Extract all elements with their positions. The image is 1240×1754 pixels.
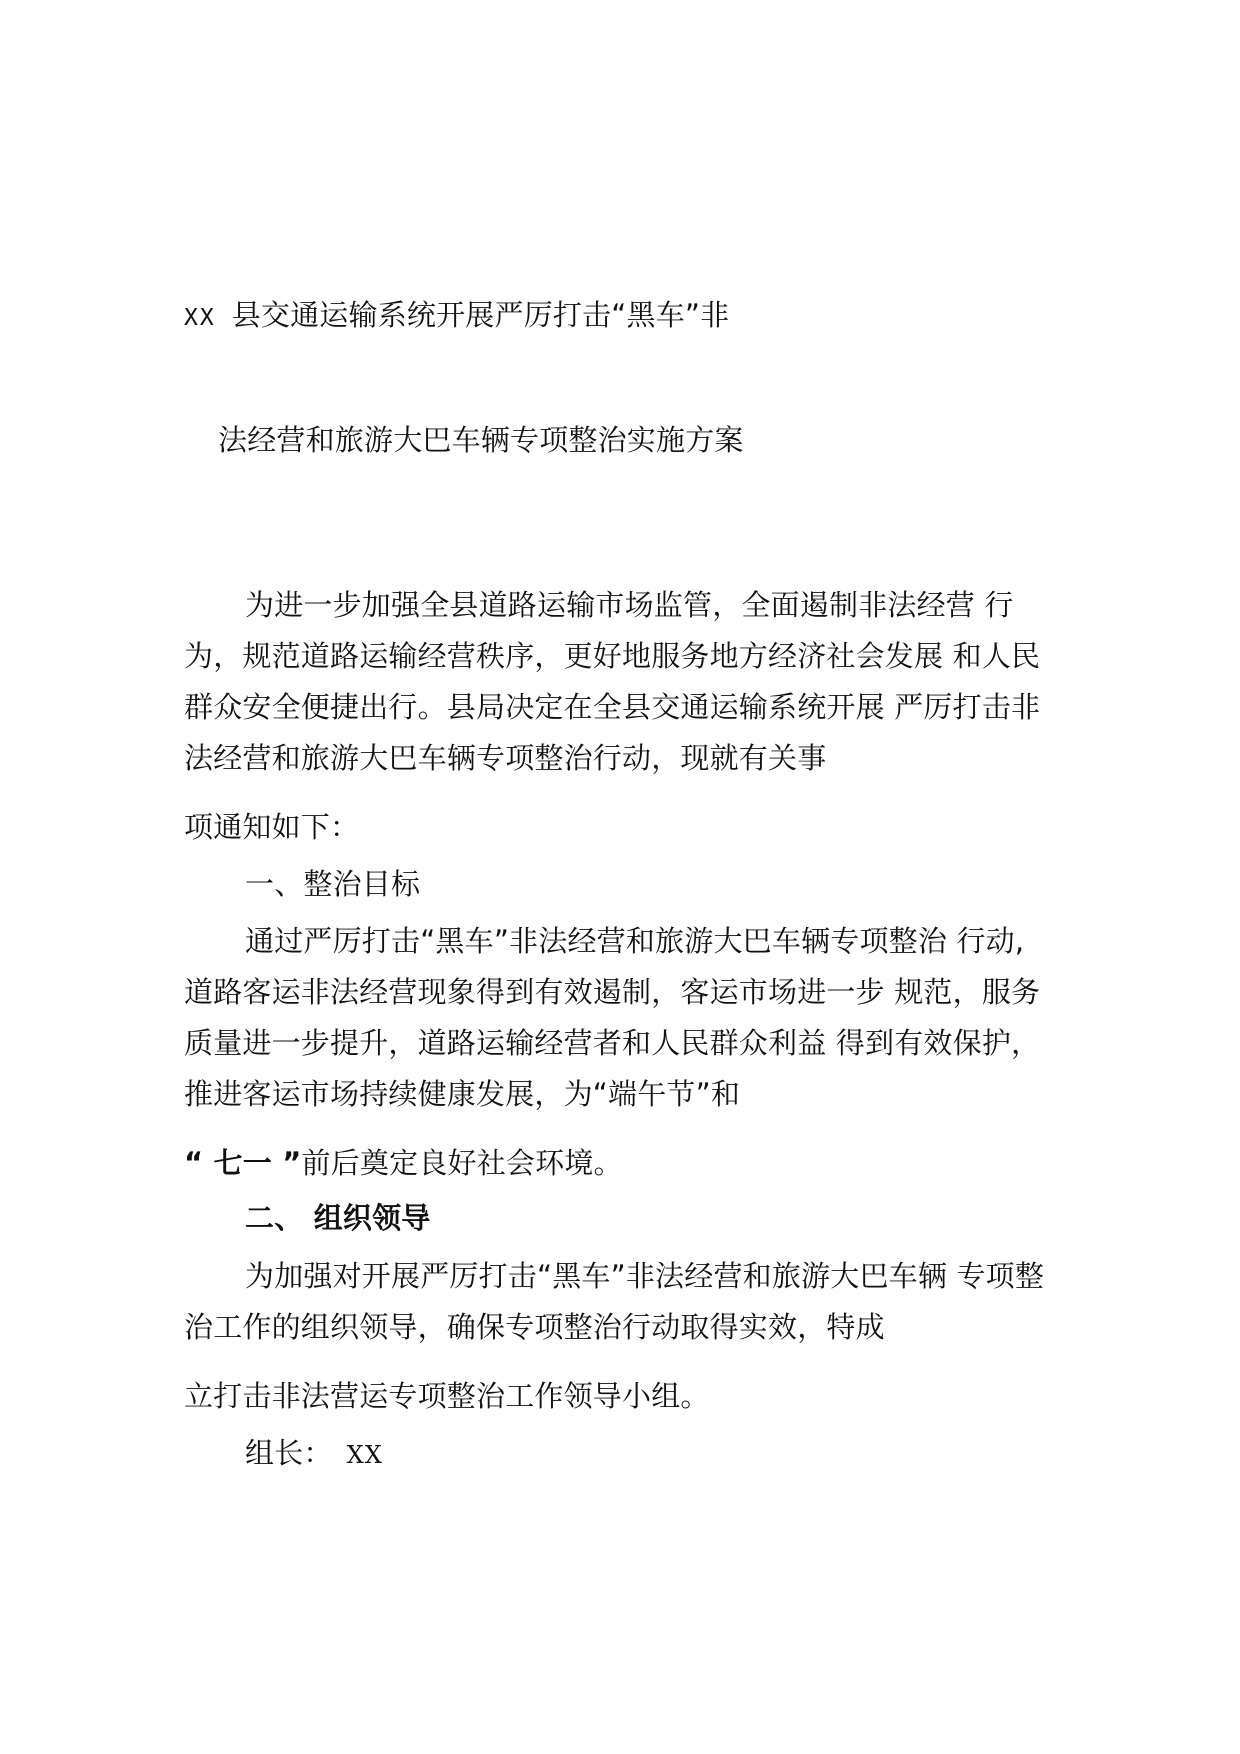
title-line-2: 法经营和旅游大巴车辆专项整治实施方案 [218, 423, 744, 457]
section-2-heading: 二、 组织领导 [245, 1201, 431, 1235]
section-2-line-1: 为加强对开展严厉打击“黑车”非法经营和旅游大巴车辆 专项整 [245, 1259, 1045, 1293]
intro-line-4: 法经营和旅游大巴车辆专项整治行动，现就有关事 [184, 741, 827, 775]
section-2-line-3: 立打击非法营运专项整治工作领导小组。 [184, 1379, 710, 1413]
intro-line-1: 为进一步加强全县道路运输市场监管，全面遏制非法经营 行 [245, 588, 1014, 622]
leader-label: 组长： [245, 1436, 333, 1470]
festival-name-qiyi: “ 七一 ” [184, 1146, 302, 1180]
leader-name-placeholder: XX [346, 1441, 383, 1469]
section-1-heading: 一、整治目标 [245, 867, 421, 901]
section-1-line-3: 质量进一步提升，道路运输经营者和人民群众利益 得到有效保护， [184, 1026, 1041, 1060]
section-1-line-1: 通过严厉打击“黑车”非法经营和旅游大巴车辆专项整治 行动, [245, 924, 1025, 958]
section-1-line-2: 道路客运非法经营现象得到有效遏制，客运市场进一步 规范，服务 [184, 975, 1041, 1009]
title-county-placeholder: XX [184, 305, 216, 331]
title-line-1 [184, 295, 729, 338]
section-2-line-2: 治工作的组织领导，确保专项整治行动取得实效，特成 [184, 1310, 885, 1344]
title-line-1-text: 县交通运输系统开展严厉打击“黑车”非 [231, 298, 730, 332]
section-1-line-5 [184, 1143, 623, 1183]
intro-line-2: 为，规范道路运输经营秩序，更好地服务地方经济社会发展 和人民 [184, 639, 1041, 673]
intro-line-3: 群众安全便捷出行。县局决定在全县交通运输系统开展 严厉打击非 [184, 690, 1041, 724]
leader-line [245, 1433, 383, 1475]
section-1-line-4: 推进客运市场持续健康发展，为“端午节”和 [184, 1077, 741, 1111]
section-1-line-5-text: 前后奠定良好社会环境。 [301, 1146, 623, 1180]
intro-line-5: 项通知如下： [184, 810, 360, 844]
